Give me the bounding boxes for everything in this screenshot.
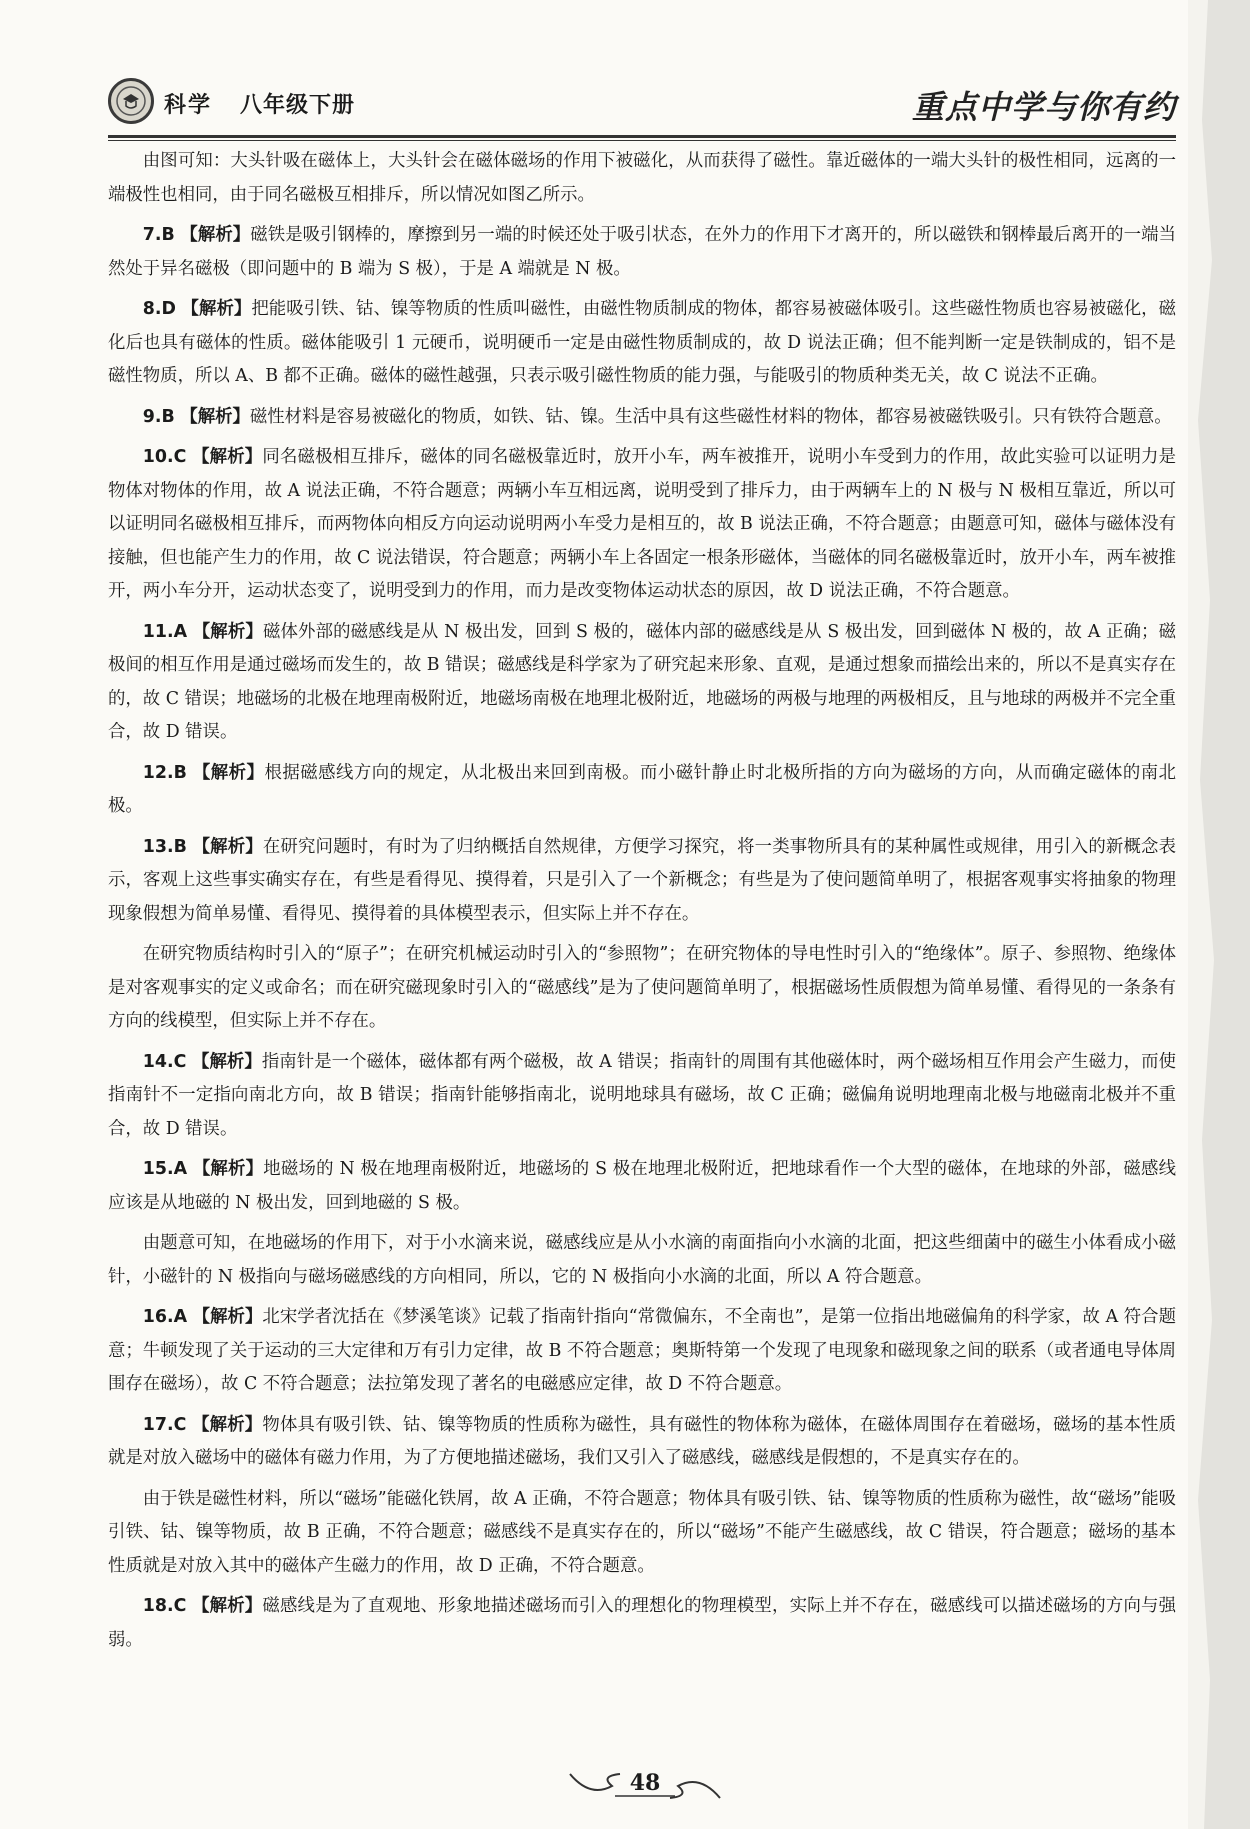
question-number: 17. — [142, 1414, 174, 1435]
paragraph-text: 磁体外部的磁感线是从 N 极出发，回到 S 极的，磁体内部的磁感线是从 S 极出发，回到磁体 N 极的，故 A 正确；磁极间的相互作用是通过磁场而发生的，故 B 错误；磁感线是科学家为了研究起来形象、直观，是通过想象而描绘出来的，所以不是真实存在的，故 C 错误；地磁场的北极在地理南极附近，地磁场南极在地理北极附近，地磁场的两极与地理的两极相反，且与地球的两极并不完全重合，故 D 错误。 — [108, 621, 1176, 742]
answer-item-16 — [108, 1301, 1176, 1402]
paragraph-text: 地磁场的 N 极在地理南极附近，地磁场的 S 极在地理北极附近，把地球看作一个大型的磁体，在地球的外部，磁感线应该是从地磁的 N 极出发，回到地磁的 S 极。 — [108, 1159, 1176, 1213]
analysis-tag: 【解析】 — [192, 762, 265, 783]
paragraph-text: 由于铁是磁性材料，所以“磁场”能磁化铁屑，故 A 正确，不符合题意；物体具有吸引铁、钴、镍等物质的性质称为磁性，故“磁场”能吸引铁、钴、镍等物质，故 B 正确，不符合题意；磁感线不是真实存在的，所以“磁场”不能产生磁感线，故 C 错误，符合题意；磁场的基本性质就是对放入其中的磁体产生磁力的作用，故 D 正确，不符合题意。 — [108, 1488, 1176, 1576]
torn-page-edge — [1188, 0, 1250, 1829]
answer-paragraph — [108, 938, 1176, 1039]
analysis-tag: 【解析】 — [192, 1596, 263, 1616]
paragraph-text: 由图可知：大头针吸在磁体上，大头针会在磁体磁场的作用下被磁化，从而获得了磁性。靠近磁体的一端大头针的极性相同，远离的一端极性也相同，由于同名磁极互相排斥，所以情况如图乙所示。 — [108, 151, 1176, 205]
answer-item-9 — [108, 401, 1176, 435]
answer-letter: B — [173, 762, 187, 783]
question-number: 7. — [142, 225, 162, 245]
question-number: 16. — [142, 1307, 174, 1327]
paragraph-text: 由题意可知，在地磁场的作用下，对于小水滴来说，磁感线应是从小水滴的南面指向小水滴的北面，把这些细菌中的磁生小体看成小磁针，小磁针的 N 极指向与磁场磁感线的方向相同，所以，它的 N 极指向小水滴的北面，所以 A 符合题意。 — [108, 1233, 1176, 1287]
paragraph-text: 在研究问题时，有时为了归纳概括自然规律，方便学习探究，将一类事物所具有的某种属性或规律，用引入的新概念表示，客观上这些事实确实存在，有些是看得见、摸得着，只是引入了一个新概念；有些是为了使问题简单明了，根据客观事实将抽象的物理现象假想为简单易懂、看得见、摸得着的具体模型表示，但实际上并不存在。 — [108, 836, 1176, 924]
question-number: 11. — [142, 621, 174, 642]
paragraph-text: 指南针是一个磁体，磁体都有两个磁极，故 A 错误；指南针的周围有其他磁体时，两个磁场相互作用会产生磁力，而使指南针不一定指向南北方向，故 B 错误；指南针能够指南北，说明地球具有磁场，故 C 正确；磁偏角说明地理南北极与地磁南北极并不重合，故 D 错误。 — [108, 1051, 1176, 1139]
analysis-tag: 【解析】 — [192, 1414, 263, 1435]
analysis-tag: 【解析】 — [192, 836, 263, 857]
answer-item-12 — [108, 757, 1176, 824]
paragraph-text: 磁感线是为了直观地、形象地描述磁场而引入的理想化的物理模型，实际上并不存在，磁感线可以描述磁场的方向与强弱。 — [108, 1596, 1176, 1650]
question-number: 9. — [142, 406, 162, 427]
analysis-tag: 【解析】 — [192, 621, 263, 642]
answer-letter: B — [161, 406, 175, 427]
question-number: 18. — [142, 1596, 174, 1616]
analysis-tag: 【解析】 — [180, 406, 250, 427]
answer-content — [108, 145, 1176, 1664]
answer-letter: B — [173, 836, 187, 857]
answer-letter: B — [161, 225, 175, 245]
subject-label: 科学 — [164, 93, 213, 118]
answer-item-15 — [108, 1153, 1176, 1220]
answer-paragraph — [108, 1483, 1176, 1584]
analysis-tag: 【解析】 — [192, 1307, 263, 1327]
answer-letter: A — [173, 1307, 188, 1327]
answer-item-14 — [108, 1046, 1176, 1147]
header-rule-thin — [108, 140, 1176, 141]
answer-item-8 — [108, 293, 1176, 394]
page-number: 48 — [629, 1770, 661, 1796]
grade-label: 八年级下册 — [240, 93, 356, 118]
answer-item-18 — [108, 1590, 1176, 1657]
paragraph-text: 同名磁极相互排斥，磁体的同名磁极靠近时，放开小车，两车被推开，说明小车受到力的作用，故此实验可以证明力是物体对物体的作用，故 A 说法正确，不符合题意；两辆小车互相远离，说明受到了排斥力，由于两辆车上的 N 极与 N 极相互靠近，所以可以证明同名磁极相互排斥，而两物体向相反方向运动说明两小车受力是相互的，故 B 说法正确，不符合题意；由题意可知，磁体与磁体没有接触，但也能产生力的作用，故 C 说法错误，符合题意；两辆小车上各固定一根条形磁体，当磁体的同名磁极靠近时，放开小车，两车被推开，两小车分开，运动状态变了，说明受到力的作用，而力是改变物体运动状态的原因，故 D 说法正确，不符合题意。 — [108, 447, 1176, 601]
page-footer — [560, 1768, 730, 1804]
analysis-tag: 【解析】 — [192, 447, 263, 467]
answer-item-10 — [108, 441, 1176, 609]
header-rule — [108, 135, 1176, 138]
question-number: 12. — [142, 762, 174, 783]
answer-item-13 — [108, 831, 1176, 932]
answer-item-7 — [108, 219, 1176, 286]
answer-letter: A — [173, 621, 188, 642]
page-header — [108, 78, 1176, 138]
answer-letter: D — [161, 299, 176, 319]
paragraph-text: 磁性材料是容易被磁化的物质，如铁、钴、镍。生活中具有这些磁性材料的物体，都容易被磁铁吸引。只有铁符合题意。 — [249, 406, 1172, 427]
analysis-tag: 【解析】 — [191, 1051, 262, 1072]
series-brand-title: 重点中学与你有约 — [911, 88, 1176, 126]
paragraph-text: 北宋学者沈括在《梦溪笔谈》记载了指南针指向“常微偏东，不全南也”，是第一位指出地磁偏角的科学家，故 A 符合题意；牛顿发现了关于运动的三大定律和万有引力定律，故 B 不符合题意；奥斯特第一个发现了电现象和磁现象之间的联系（或者通电导体周围存在磁场），故 C 不符合题意；法拉第发现了著名的电磁感应定律，故 D 不符合题意。 — [108, 1307, 1176, 1394]
answer-letter: A — [173, 1159, 188, 1179]
answer-item-11 — [108, 616, 1176, 750]
paragraph-text: 根据磁感线方向的规定，从北极出来回到南极。而小磁针静止时北极所指的方向为磁场的方向，从而确定磁体的南北极。 — [108, 762, 1176, 816]
question-number: 15. — [142, 1159, 174, 1179]
answer-letter: C — [173, 1596, 187, 1616]
question-number: 8. — [142, 299, 162, 319]
school-logo-icon — [108, 78, 154, 124]
answer-letter: C — [173, 1051, 187, 1072]
paragraph-text: 物体具有吸引铁、钴、镍等物质的性质称为磁性，具有磁性的物体称为磁体，在磁体周围存在着磁场，磁场的基本性质就是对放入磁场中的磁体有磁力作用，为了方便地描述磁场，我们又引入了磁感线，磁感线是假想的，不是真实存在的。 — [108, 1414, 1176, 1468]
answer-paragraph — [108, 1227, 1176, 1294]
analysis-tag: 【解析】 — [180, 225, 251, 245]
paragraph-text: 磁铁是吸引钢棒的，摩擦到另一端的时候还处于吸引状态，在外力的作用下才离开的，所以磁铁和钢棒最后离开的一端当然处于异名磁极（即问题中的 B 端为 S 极），于是 A 端就是 N 极。 — [108, 225, 1176, 279]
answer-paragraph — [108, 145, 1176, 212]
paragraph-text: 把能吸引铁、钴、镍等物质的性质叫磁性，由磁性物质制成的物体，都容易被磁体吸引。这些磁性物质也容易被磁化，磁化后也具有磁体的性质。磁体能吸引 1 元硬币，说明硬币一定是由磁性物质制成的，故 D 说法正确；但不能判断一定是铁制成的，铝不是磁性物质，所以 A、B 都不正确。磁体的磁性越强，只表示吸引磁性物质的能力强，与能吸引的物质种类无关，故 C 说法不正确。 — [108, 299, 1176, 386]
paragraph-text: 在研究物质结构时引入的“原子”；在研究机械运动时引入的“参照物”；在研究物体的导电性时引入的“绝缘体”。原子、参照物、绝缘体是对客观事实的定义或命名；而在研究磁现象时引入的“磁感线”是为了使问题简单明了，根据磁场性质假想为简单易懂、看得见的一条条有方向的线模型，但实际上并不存在。 — [108, 944, 1176, 1031]
answer-letter: C — [173, 1414, 187, 1435]
question-number: 10. — [142, 447, 174, 467]
answer-item-17 — [108, 1409, 1176, 1476]
analysis-tag: 【解析】 — [192, 1159, 264, 1179]
question-number: 13. — [142, 836, 174, 857]
question-number: 14. — [142, 1051, 174, 1072]
analysis-tag: 【解析】 — [181, 299, 252, 319]
answer-letter: C — [173, 447, 187, 467]
